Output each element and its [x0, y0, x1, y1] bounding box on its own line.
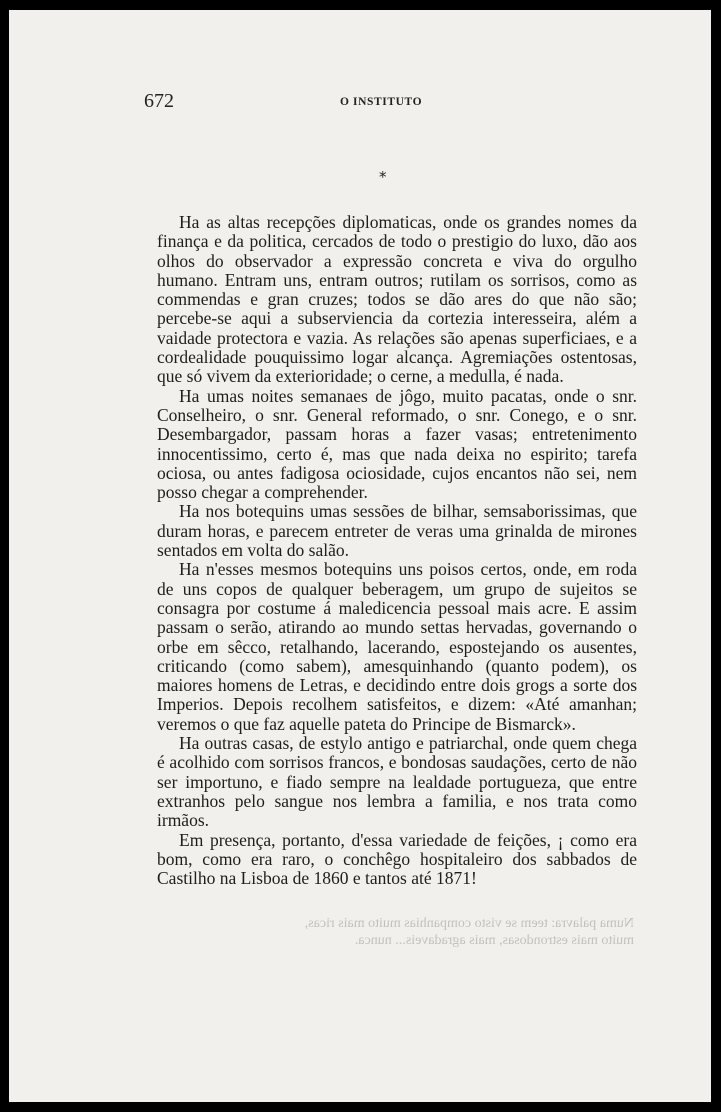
paragraph: Ha as altas recepções diplomaticas, onde os grandes nomes da finança e da politica, cercados de todo o prestigio do luxo, dão aos olhos do observador a expressão concreta e viva do orgulho humano. Entram uns, entram outros; rutilam os sorrisos, como as commendas e gran cruzes; todos se dão ares do que não são; percebe-se aqui a subserviencia da cortezia interesseira, além a vaidade protectora e vazia. As relações são apenas superficiaes, e a cordealidade pouquissimo logar alcança. Agremiações ostentosas, que só vivem da exterioridade; o cerne, a medulla, é nada. — [157, 212, 637, 387]
show-through-line: muito mais estrondosas, mais agradaveis... nunca. — [354, 933, 634, 948]
paragraph: Ha nos botequins umas sessões de bilhar, semsaborissimas, que duram horas, e parecem entreter de veras uma grinalda de mirones sentados em volta do salão. — [157, 501, 637, 561]
asterisk-ornament: * — [379, 168, 387, 186]
book-page — [9, 10, 711, 1102]
body-text — [157, 213, 637, 888]
paragraph: Ha n'esses mesmos botequins uns poisos certos, onde, em roda de uns copos de qualquer beberagem, um grupo de sujeitos se consagra por costume á maledicencia pessoal mais acre. E assim passam o serão, atirando ao mundo settas hervadas, governando o orbe em sêcco, retalhando, lacerando, espostejando os ausentes, criticando (como sabem), amesquinhando (quanto podem), os maiores homens de Letras, e decidindo entre dois grogs a sorte dos Imperios. Depois recolhem satisfeitos, e dizem: «Até amanhan; veremos o que faz aquelle pateta do Principe de Bismarck». — [157, 559, 637, 734]
show-through-text — [164, 915, 634, 949]
show-through-line: Numa palavra: teem se visto companhias muito mais ricas, — [304, 916, 634, 931]
paragraph: Ha outras casas, de estylo antigo e patriarchal, onde quem chega é acolhido com sorrisos francos, e bondosas saudações, certo de não ser importuno, e fiado sempre na lealdade portugueza, que entre extranhos pelo sangue nos lembra a familia, e nos trata como irmãos. — [157, 733, 637, 831]
paragraph: Em presença, portanto, d'essa variedade de feições, ¡ como era bom, como era raro, o conchêgo hospitaleiro dos sabbados de Castilho na Lisboa de 1860 e tantos até 1871! — [157, 829, 637, 889]
paragraph: Ha umas noites semanaes de jôgo, muito pacatas, onde o snr. Conselheiro, o snr. General reformado, o snr. Conego, e o snr. Desembargador, passam horas a fazer vasas; entretenimento innocentissimo, certo é, mas que nada deixa no espirito; tarefa ociosa, ou antes fadigosa ociosidade, cujos encantos não sei, nem posso chegar a comprehender. — [157, 385, 637, 503]
page-number: 672 — [144, 90, 174, 112]
running-title: O INSTITUTO — [340, 96, 423, 108]
